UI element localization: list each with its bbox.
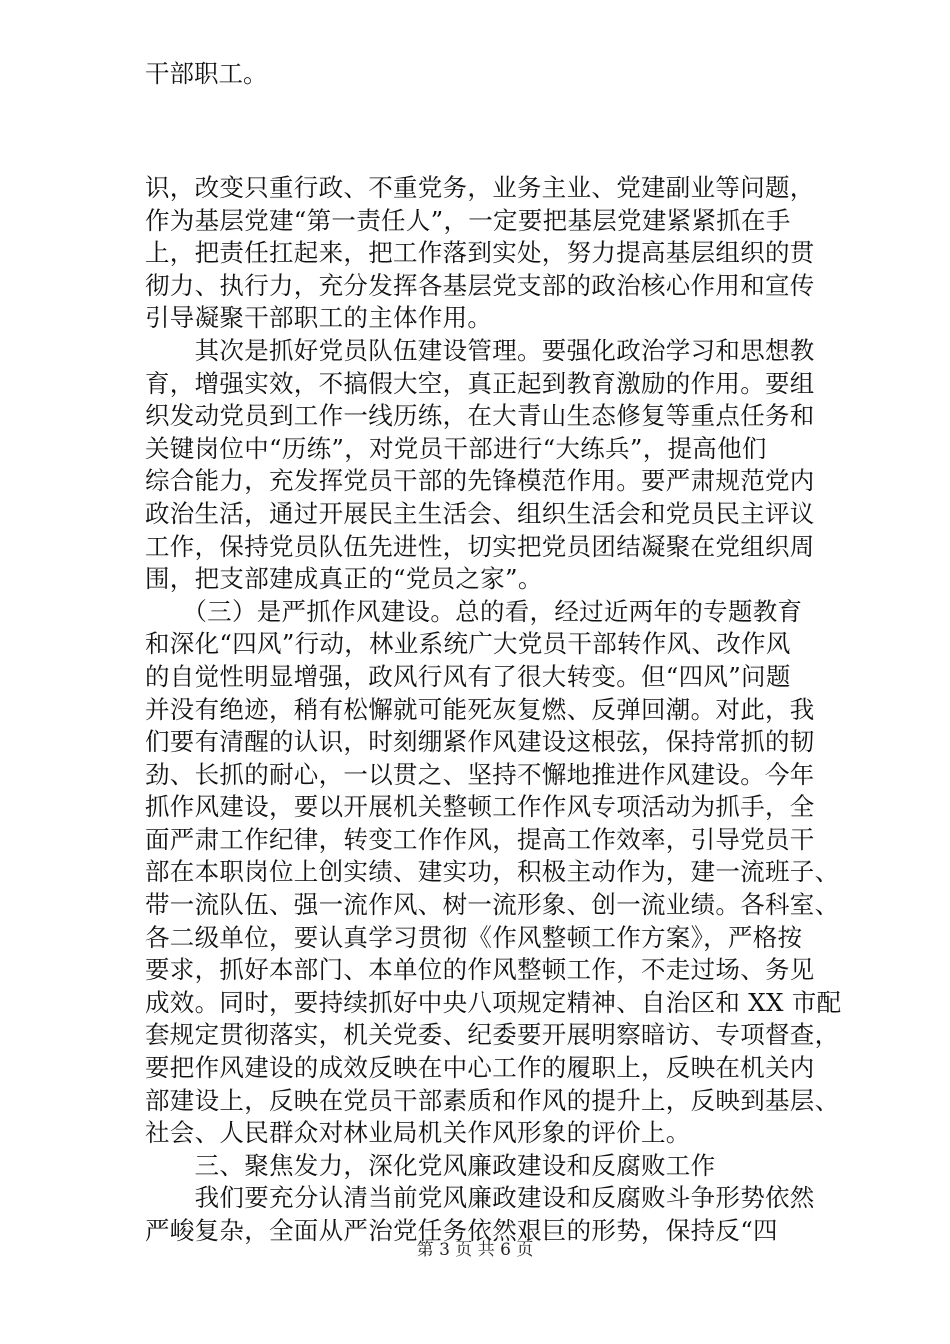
text-line: 们要有清醒的认识，时刻绷紧作风建设这根弦，保持常抓的韧 bbox=[145, 727, 815, 757]
text-line: 育，增强实效，不搞假大空，真正起到教育激励的作用。要组 bbox=[145, 368, 815, 398]
text-line: 引导凝聚干部职工的主体作用。 bbox=[145, 303, 493, 333]
text-line: 要把作风建设的成效反映在中心工作的履职上，反映在机关内 bbox=[145, 1053, 815, 1083]
text-line: 并没有绝迹，稍有松懈就可能死灰复燃、反弹回潮。对此，我 bbox=[145, 694, 815, 724]
document-body bbox=[145, 172, 842, 1248]
text-line: 彻力、执行力，充分发挥各基层党支部的政治核心作用和宣传 bbox=[145, 270, 815, 300]
text-line: 的自觉性明显增强，政风行风有了很大转变。但“四风”问题 bbox=[145, 661, 791, 691]
page-number: 第 3 页 共 6 页 bbox=[416, 1240, 534, 1260]
top-fragment-text: 干部职工。 bbox=[145, 59, 268, 88]
cut-off-previous-line bbox=[145, 56, 845, 92]
text-line: 面严肃工作纪律，转变工作作风，提高工作效率，引导党员干 bbox=[145, 824, 815, 854]
text-line: 抓作风建设，要以开展机关整顿工作作风专项活动为抓手，全 bbox=[145, 792, 815, 822]
text-line: 作为基层党建“第一责任人”，一定要把基层党建紧紧抓在手 bbox=[145, 205, 791, 235]
text-line: 识，改变只重行政、不重党务，业务主业、党建副业等问题， bbox=[145, 173, 815, 202]
text-line: 围，把支部建成真正的“党员之家”。 bbox=[145, 564, 543, 594]
text-line: 综合能力，充发挥党员干部的先锋模范作用。要严肃规范党内 bbox=[145, 466, 815, 496]
text-line: 织发动党员到工作一线历练，在大青山生态修复等重点任务和 bbox=[145, 401, 815, 431]
text-line: 成效。同时，要持续抓好中央八项规定精神、自治区和 XX 市配 bbox=[145, 987, 842, 1017]
text-line: 和深化“四风”行动，林业系统广大党员干部转作风、改作风 bbox=[145, 629, 791, 659]
text-line: 部在本职岗位上创实绩、建实功，积极主动作为，建一流班子、 bbox=[145, 857, 840, 887]
text-line: 社会、人民群众对林业局机关作风形象的评价上。 bbox=[145, 1118, 691, 1148]
text-line: 套规定贯彻落实，机关党委、纪委要开展明察暗访、专项督查， bbox=[145, 1020, 840, 1050]
text-line: （三）是严抓作风建设。总的看，经过近两年的专题教育 bbox=[145, 596, 803, 626]
text-line: 政治生活，通过开展民主生活会、组织生活会和党员民主评议 bbox=[145, 498, 815, 528]
text-line: 其次是抓好党员队伍建设管理。要强化政治学习和思想教 bbox=[145, 335, 815, 365]
text-line: 工作，保持党员队伍先进性，切实把党员团结凝聚在党组织周 bbox=[145, 531, 815, 561]
text-line: 劲、长抓的耐心，一以贯之、坚持不懈地推进作风建设。今年 bbox=[145, 759, 815, 789]
text-line: 部建设上，反映在党员干部素质和作风的提升上，反映到基层、 bbox=[145, 1085, 840, 1115]
section-heading: 三、聚焦发力，深化党风廉政建设和反腐败工作 bbox=[145, 1150, 716, 1180]
text-line: 要求，抓好本部门、本单位的作风整顿工作，不走过场、务见 bbox=[145, 955, 815, 985]
page-footer bbox=[0, 1238, 950, 1262]
text-line: 各二级单位，要认真学习贯彻《作风整顿工作方案》，严格按 bbox=[145, 922, 803, 952]
text-line: 我们要充分认清当前党风廉政建设和反腐败斗争形势依然 bbox=[145, 1183, 815, 1213]
text-line: 上，把责任扛起来，把工作落到实处，努力提高基层组织的贯 bbox=[145, 238, 815, 268]
text-line: 严峻复杂，全面从严治党任务依然艰巨的形势，保持反“四 bbox=[145, 1216, 778, 1245]
text-line: 带一流队伍、强一流作风、树一流形象、创一流业绩。各科室、 bbox=[145, 890, 840, 920]
text-line: 关键岗位中“历练”，对党员干部进行“大练兵”，提高他们 bbox=[145, 433, 767, 463]
